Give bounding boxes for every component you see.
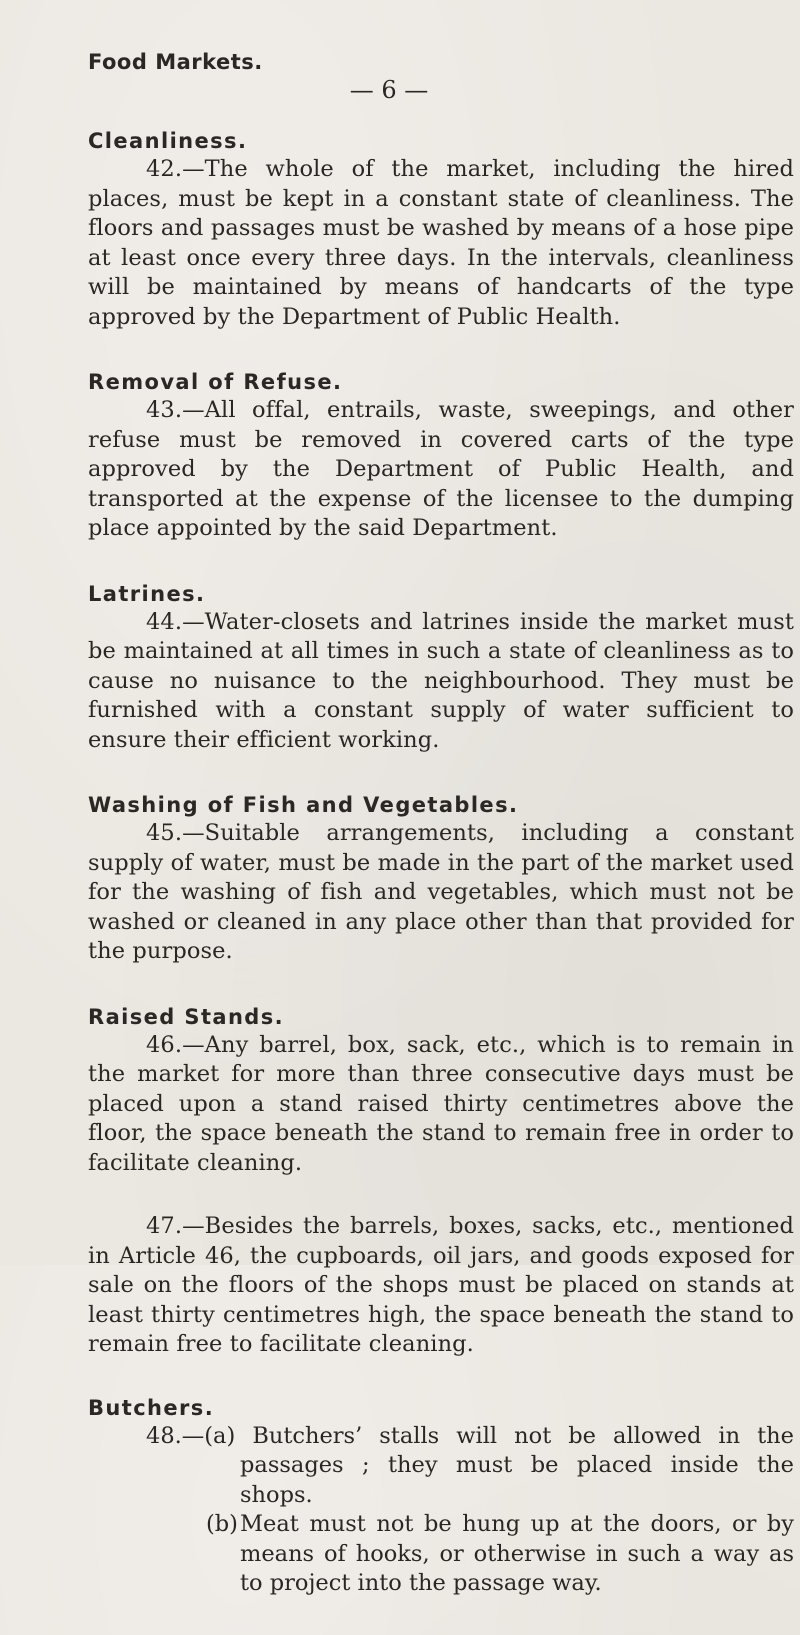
article-48-lead: 48.—(a): [146, 1422, 236, 1449]
section-heading: Latrines.: [88, 581, 206, 606]
article-48-item-a: [88, 1422, 794, 1511]
section-heading: Raised Stands.: [88, 1004, 285, 1029]
article-47-text: 47.—Besides the barrels, boxes, sacks, etc., mentioned in Article 46, the cupboards, oil jars, and goods exposed for sale on the floors of the shops must be placed on stands at least thirty centimetres high, the space beneath the stand to remain free to facilitate cleaning.: [88, 1213, 794, 1357]
section-butchers: [88, 1394, 794, 1599]
article-43-text: 43.—All offal, entrails, waste, sweepings, and other refuse must be removed in covered carts of the type approved by the Department of Public Health, and transported at the expense of the licensee to the dumping place appointed by the said Department.: [88, 397, 794, 541]
section-latrines: [88, 580, 794, 756]
item-a-text: Butchers’ stalls will not be allowed in the passages ; they must be placed inside the shops.: [240, 1422, 794, 1508]
section-raised-stands: [88, 1003, 794, 1179]
item-b-mark: (b): [206, 1511, 238, 1537]
section-removal-of-refuse: [88, 368, 794, 544]
article-42-text: 42.—The whole of the market, including the hired places, must be kept in a constant state of cleanliness. The floors and passages must be washed by means of a hose pipe at least once every three days. In the intervals, cleanliness will be maintained by means of handcarts of the type approved by the Department of Public Health.: [88, 156, 794, 330]
section-heading: Removal of Refuse.: [88, 370, 343, 394]
section-washing-fish-vegetables: [88, 791, 794, 967]
section-heading: Washing of Fish and Vegetables.: [88, 793, 519, 817]
article-44-text: 44.—Water-closets and latrines inside the market must be maintained at all times in such a state of cleanliness as to cause no nuisance to the neighbourhood. They must be furnished with a constant supply of water sufficient to ensure their efficient working.: [88, 608, 794, 753]
article-45-text: 45.—Suitable arrangements, including a constant supply of water, must be made in the part of the market used for the washing of fish and vegetables, which must not be washed or cleaned in any place other than that provided for the purpose.: [88, 820, 794, 964]
section-cleanliness: [88, 127, 794, 332]
article-48-item-b: [88, 1510, 794, 1599]
page-body: [88, 127, 794, 1635]
section-heading: Cleanliness.: [88, 129, 248, 153]
page-number: — 6 —: [349, 76, 429, 104]
item-b-text: Meat must not be hung up at the doors, or by means of hooks, or otherwise in such a way as to project into the passage way.: [240, 1511, 794, 1596]
running-title: Food Markets.: [88, 50, 263, 74]
article-46-text: 46.—Any barrel, box, sack, etc., which is to remain in the market for more than three consecutive days must be placed upon a stand raised thirty centimetres above the floor, the space beneath the stand to remain free in order to facilitate cleaning.: [88, 1031, 794, 1176]
section-heading: Butchers.: [88, 1395, 215, 1420]
section-article-47: [88, 1212, 794, 1360]
